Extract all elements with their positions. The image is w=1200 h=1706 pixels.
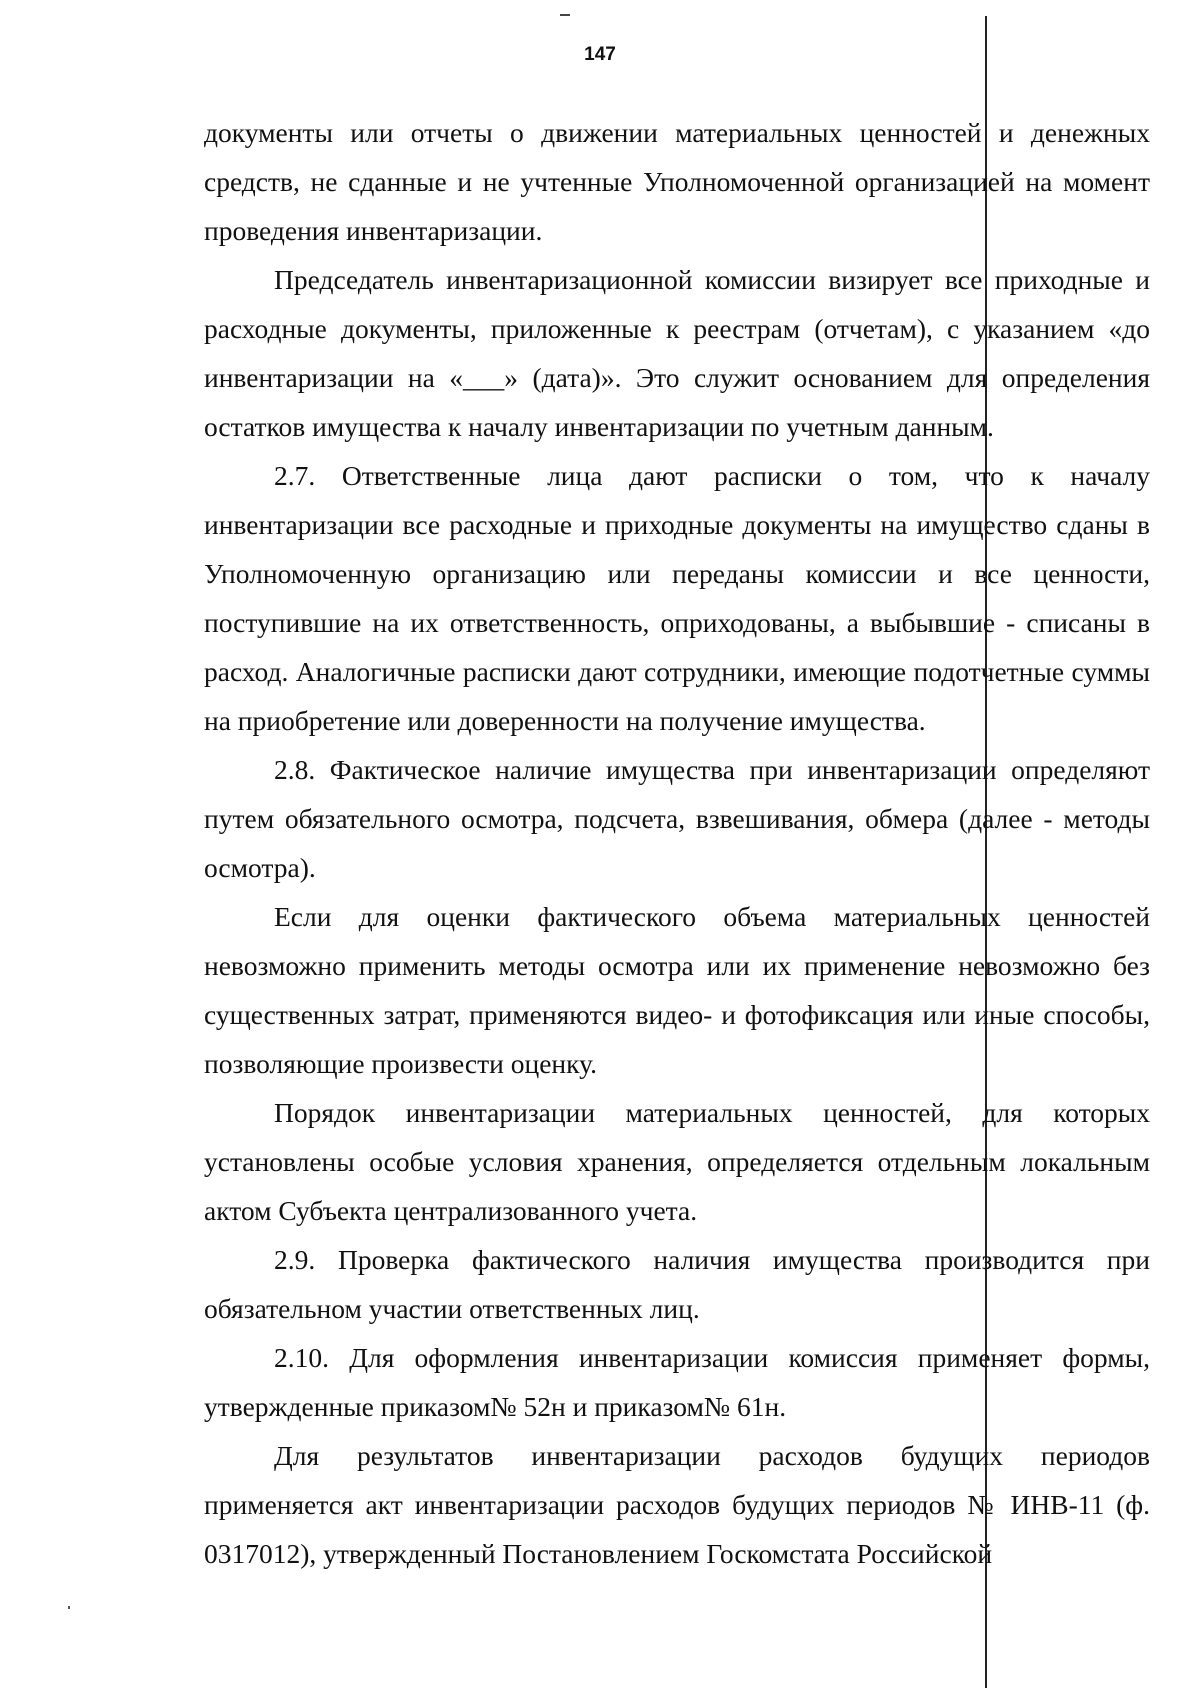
paragraph-continued: документы или отчеты о движении материальных ценностей и денежных средств, не сданные и не учтенные Уполномоченной организацией на момент проведения инвентаризации.	[204, 117, 1150, 246]
paragraph-2-10: 2.10. Для оформления инвентаризации комиссия применяет формы, утвержденные приказом№ 52н и приказом№ 61н.	[204, 1342, 1150, 1422]
paragraph-2-8: 2.8. Фактическое наличие имущества при инвентаризации определяют путем обязательного осмотра, подсчета, взвешивания, обмера (далее - методы осмотра).	[204, 754, 1150, 883]
scan-artifact-dot	[68, 1606, 70, 1609]
paragraph-video-photo-fixation: Если для оценки фактического объема материальных ценностей невозможно применить методы осмотра или их применение невозможно без существенных затрат, применяются видео- и фотофиксация или иные способы, позволяющие произвести оценку.	[204, 901, 1150, 1079]
paragraph-2-7: 2.7. Ответственные лица дают расписки о том, что к началу инвентаризации все расходные и приходные документы на имущество сданы в Уполномоченную организацию или переданы комиссии и все ценности, поступившие на их ответственность, оприходованы, а выбывшие - списаны в расход. Аналогичные расписки дают сотрудники, имеющие подотчетные суммы на приобретение или доверенности на получение имущества.	[204, 460, 1150, 736]
body-text	[204, 108, 1150, 1578]
paragraph-chairman-endorsement: Председатель инвентаризационной комиссии визирует все приходные и расходные документы, приложенные к реестрам (отчетам), с указанием «до инвентаризации на «___» (дата)». Это служит основанием для определения остатков имущества к началу инвентаризации по учетным данным.	[204, 264, 1150, 442]
page-number: 147	[584, 44, 616, 65]
paragraph-special-storage: Порядок инвентаризации материальных ценностей, для которых установлены особые условия хранения, определяется отдельным локальным актом Субъекта централизованного учета.	[204, 1097, 1150, 1226]
paragraph-future-expenses: Для результатов инвентаризации расходов будущих периодов применяется акт инвентаризации расходов будущих периодов № ИНВ-11 (ф. 0317012), утвержденный Постановлением Госкомстата Российской	[204, 1440, 1150, 1569]
scan-artifact-speck	[560, 14, 570, 16]
paragraph-2-9: 2.9. Проверка фактического наличия имущества производится при обязательном участии ответственных лиц.	[204, 1244, 1150, 1324]
